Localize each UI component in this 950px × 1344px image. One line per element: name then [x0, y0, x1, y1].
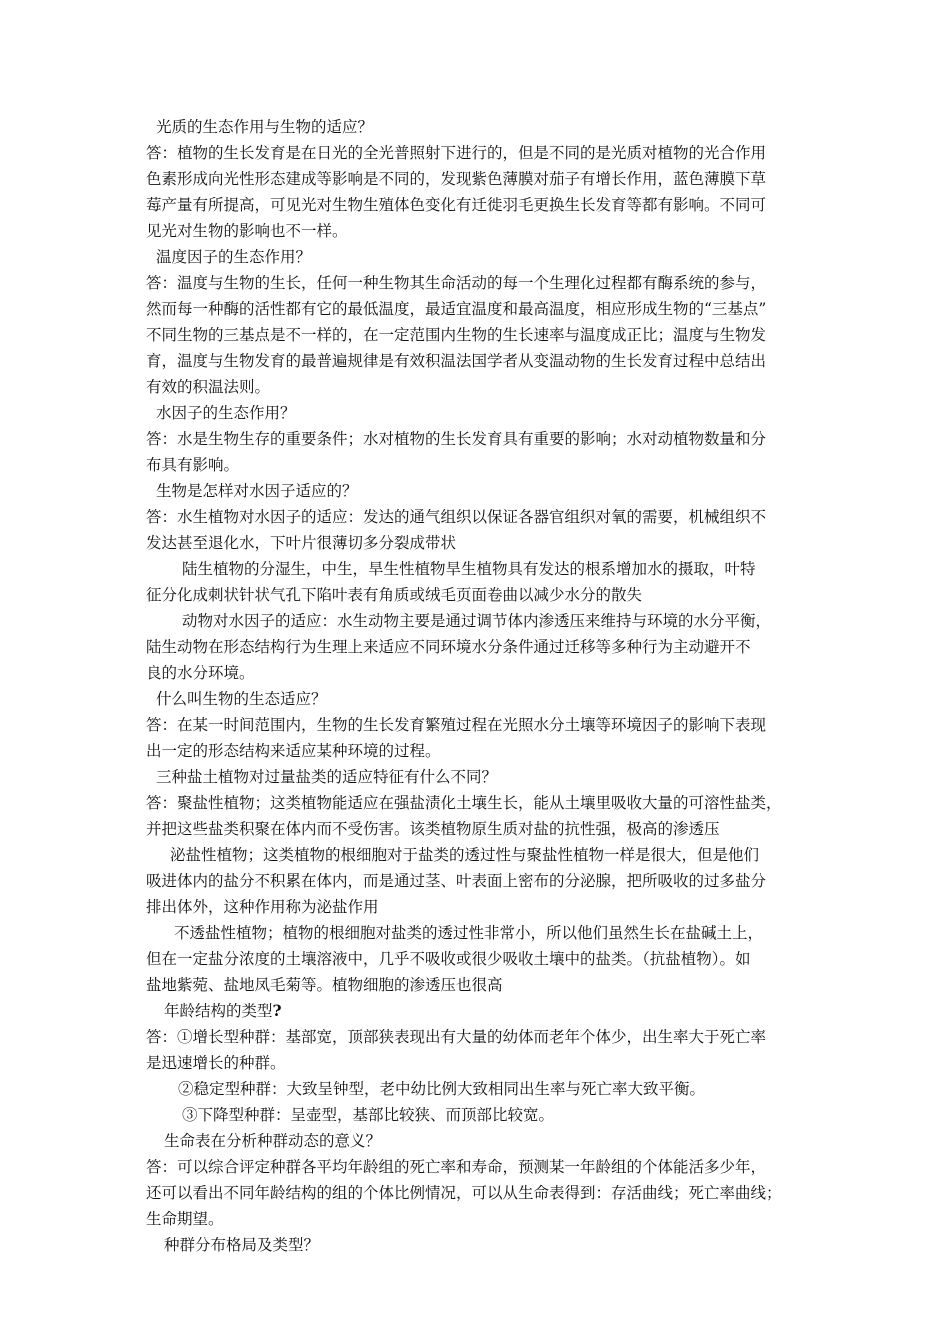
answer-line: 排出体外，这种作用称为泌盐作用: [146, 898, 379, 916]
answer-line: 莓产量有所提高，可见光对生物生殖体色变化有迁徙羽毛更换生长发育等都有影响。不同可: [146, 196, 767, 214]
answer-line: 并把这些盐类积聚在体内而不受伤害。该类植物原生质对盐的抗性强，极高的渗透压: [146, 820, 720, 838]
answer-line: 征分化成刺状针状气孔下陷叶表有角质或绒毛页面卷曲以减少水分的散失: [146, 586, 643, 604]
answer-line: ②稳定型种群：大致呈钟型，老中幼比例大致相同出生率与死亡率大致平衡。: [178, 1080, 706, 1098]
answer-line: 答：植物的生长发育是在日光的全光普照射下进行的，但是不同的是光质对植物的光合作用: [146, 144, 767, 162]
question-heading: 光质的生态作用与生物的适应？: [156, 118, 374, 136]
answer-line: 吸进体内的盐分不积累在体内，而是通过茎、叶表面上密布的分泌腺，把所吸收的过多盐分: [146, 872, 767, 890]
answer-line: 不同生物的三基点是不一样的，在一定范围内生物的生长速率与温度成正比；温度与生物发: [146, 326, 767, 344]
question-heading: [146, 998, 814, 1024]
answer-line: 良的水分环境。: [146, 664, 255, 682]
answer-line: ③下降型种群：呈壶型，基部比较狭、而顶部比较宽。: [182, 1106, 555, 1124]
question-heading: 种群分布格局及类型？: [164, 1236, 320, 1254]
answer-line: 还可以看出不同年龄结构的组的个体比例情况，可以从生命表得到：存活曲线；死亡率曲线；: [146, 1184, 782, 1202]
question-heading: 什么叫生物的生态适应？: [156, 690, 327, 708]
answer-line: 然而每一种酶的活性都有它的最低温度，最适宜温度和最高温度，相应形成生物的“三基点”: [146, 300, 767, 318]
answer-line: 答：水是生物生存的重要条件；水对植物的生长发育具有重要的影响；水对动植物数量和分: [146, 430, 767, 448]
answer-line: 见光对生物的影响也不一样。: [146, 222, 348, 240]
question-mark: ?: [272, 1001, 282, 1020]
answer-line: 不透盐性植物；植物的根细胞对盐类的透过性非常小，所以他们虽然生长在盐碱土上，: [174, 924, 764, 942]
answer-line: 盐地紫菀、盐地凤毛菊等。植物细胞的渗透压也很高: [146, 976, 503, 994]
question-heading: 生命表在分析种群动态的意义？: [164, 1132, 382, 1150]
answer-line: 育，温度与生物发育的最普遍规律是有效积温法国学者从变温动物的生长发育过程中总结出: [146, 352, 767, 370]
document-page: [146, 114, 814, 1258]
answer-line: 布具有影响。: [146, 456, 240, 474]
answer-line: 答：在某一时间范围内，生物的生长发育繁殖过程在光照水分土壤等环境因子的影响下表现: [146, 716, 767, 734]
question-heading: 水因子的生态作用？: [156, 404, 296, 422]
answer-line: 答：①增长型种群：基部宽，顶部狭表现出有大量的幼体而老年个体少，出生率大于死亡率: [146, 1028, 767, 1046]
answer-line: 答：温度与生物的生长，任何一种生物其生命活动的每一个生理化过程都有酶系统的参与，: [146, 274, 767, 292]
answer-line: 但在一定盐分浓度的土壤溶液中，几乎不吸收或很少吸收土壤中的盐类。（抗盐植物）。如: [146, 950, 751, 968]
question-heading: 生物是怎样对水因子适应的？: [156, 482, 358, 500]
answer-line: 是迅速增长的种群。: [146, 1054, 286, 1072]
answer-line: 答：可以综合评定种群各平均年龄组的死亡率和寿命，预测某一年龄组的个体能活多少年，: [146, 1158, 767, 1176]
answer-line: 陆生动物在形态结构行为生理上来适应不同环境水分条件通过迁移等多种行为主动避开不: [146, 638, 751, 656]
question-text: 年龄结构的类型: [164, 1002, 273, 1020]
answer-line: 动物对水因子的适应：水生动物主要是通过调节体内渗透压来维持与环境的水分平衡，: [182, 612, 772, 630]
question-heading: 温度因子的生态作用？: [156, 248, 312, 266]
answer-line: 色素形成向光性形态建成等影响是不同的，发现紫色薄膜对茄子有增长作用，蓝色薄膜下草: [146, 170, 767, 188]
answer-line: 答：水生植物对水因子的适应：发达的通气组织以保证各器官组织对氧的需要，机械组织不: [146, 508, 767, 526]
answer-line: 陆生植物的分湿生，中生，旱生性植物旱生植物具有发达的根系增加水的摄取，叶特: [182, 560, 756, 578]
answer-line: 答：聚盐性植物；这类植物能适应在强盐渍化土壤生长，能从土壤里吸收大量的可溶性盐类，: [146, 794, 782, 812]
answer-line: 出一定的形态结构来适应某种环境的过程。: [146, 742, 441, 760]
answer-line: 泌盐性植物；这类植物的根细胞对于盐类的透过性与聚盐性植物一样是很大，但是他们: [170, 846, 760, 864]
question-heading: 三种盐土植物对过量盐类的适应特征有什么不同？: [156, 768, 498, 786]
answer-line: 生命期望。: [146, 1210, 224, 1228]
answer-line: 有效的积温法则。: [146, 378, 271, 396]
answer-line: 发达甚至退化水，下叶片很薄切多分裂成带状: [146, 534, 457, 552]
